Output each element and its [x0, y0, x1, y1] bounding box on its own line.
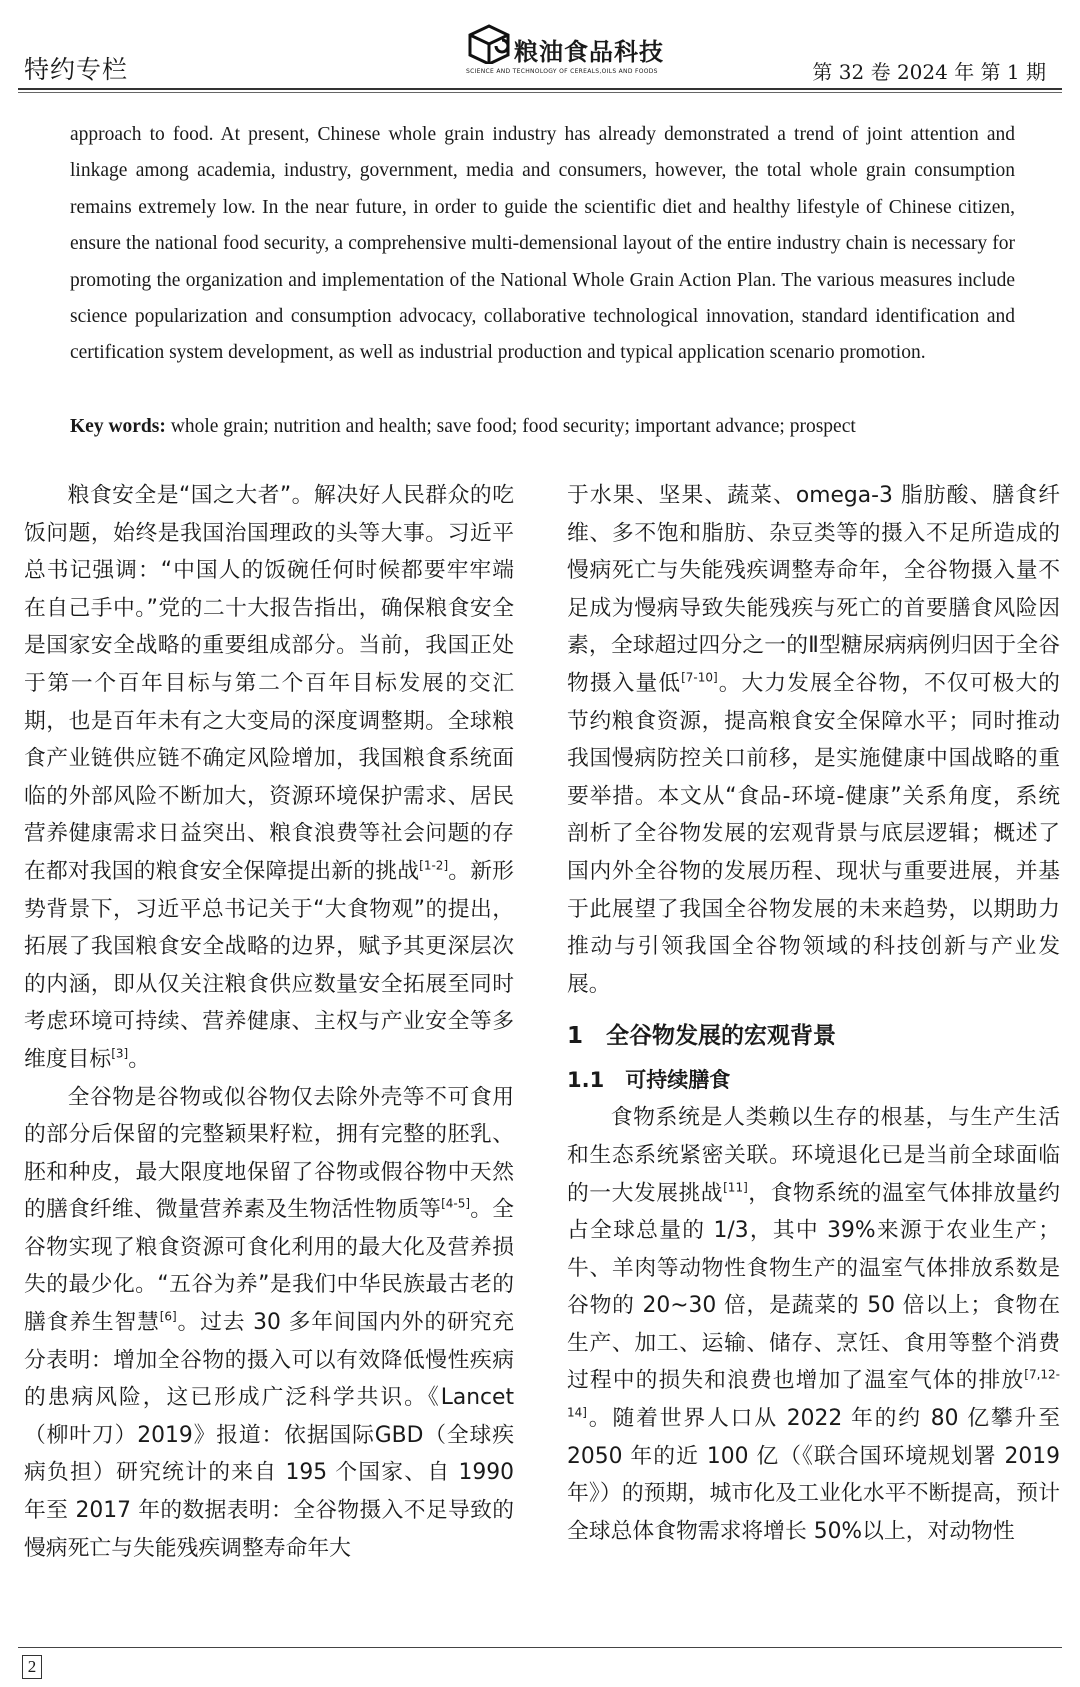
issue-info: 第 32 卷 2024 年 第 1 期: [812, 60, 1046, 84]
subsection-heading: 1.1 可持续膳食: [567, 1068, 731, 1093]
page-header: [0, 0, 1080, 96]
citation[interactable]: [6]: [159, 1309, 177, 1324]
paragraph: 食物系统是人类赖以生存的根基，与生产生活和生态系统紧密关联。环境退化已是当前全球面临的一大发展挑战[11]，食物系统的温室气体排放量约占全球总量的 1/3，其中 39%来源于农业生产；牛、羊肉等动物性食物生产的温室气体排放系数是谷物的 20~30 倍，是蔬菜的 50 倍以上；食物在生产、加工、运输、储存、烹饪、食用等整个消费过程中的损失和浪费也增加了温室气体的排放[7,12-14]。随着世界人口从 2022 年的约 80 亿攀升至 2050 年的近 100 亿（《联合国环境规划署 2019 年》）的预期，城市化及工业化水平不断提高，预计全球总体食物需求将增长 50%以上，对动物性: [567, 1105, 1060, 1544]
left-column: [24, 477, 514, 1567]
journal-title-en: SCIENCE AND TECHNOLOGY OF CEREALS,OILS AND FOODS: [466, 68, 658, 75]
keywords: [70, 409, 1030, 445]
section-label: 特约专栏: [24, 55, 129, 84]
abstract-text: approach to food. At present, Chinese whole grain industry has already demonstrated a trend of joint attention and linkage among academia, industry, government, media and consumers, however, the total whole grain consumption remains extremely low. In the near future, in order to guide the scientific diet and healthy lifestyle of Chinese citizen, ensure the national food security, a comprehensive multi-demensional layout of the entire industry chain is necessary for promoting the organization and implementation of the National Whole Grain Action Plan. The various measures include science popularization and consumption advocacy, collaborative technological innovation, standard identification and certification system development, as well as industrial production and typical application scenario promotion.: [70, 124, 1015, 364]
journal-cube-icon: [466, 24, 512, 64]
paragraph: 粮食安全是“国之大者”。解决好人民群众的吃饭问题，始终是我国治国理政的头等大事。习近平总书记强调：“中国人的饭碗任何时候都要牢牢端在自己手中。”党的二十大报告指出，确保粮食安全是国家安全战略的重要组成部分。当前，我国正处于第一个百年目标与第二个百年目标发展的交汇期，也是百年未有之大变局的深度调整期。全球粮食产业链供应链不确定风险增加，我国粮食系统面临的外部风险不断加大，资源环境保护需求、居民营养健康需求日益突出、粮食浪费等社会问题的存在都对我国的粮食安全保障提出新的挑战[1-2]。新形势背景下，习近平总书记关于“大食物观”的提出，拓展了我国粮食安全战略的边界，赋予其更深层次的内涵，即从仅关注粮食供应数量安全拓展至同时考虑环境可持续、营养健康、主权与产业安全等多维度目标[3]。: [24, 483, 514, 1072]
footer-divider: [18, 1647, 1062, 1648]
header-divider-thin: [18, 92, 1062, 93]
paragraph: 于水果、坚果、蔬菜、omega-3 脂肪酸、膳食纤维、多不饱和脂肪、杂豆类等的摄入不足所造成的慢病死亡与失能残疾调整寿命年，全谷物摄入量不足成为慢病导致失能残疾与死亡的首要膳食风险因素，全球超过四分之一的Ⅱ型糖尿病病例归因于全谷物摄入量低[7-10]。大力发展全谷物，不仅可极大的节约粮食资源，提高粮食安全保障水平；同时推动我国慢病防控关口前移，是实施健康中国战略的重要举措。本文从“食品-环境-健康”关系角度，系统剖析了全谷物发展的宏观背景与底层逻辑；概述了国内外全谷物的发展历程、现状与重要进展，并基于此展望了我国全谷物发展的未来趋势，以期助力推动与引领我国全谷物领域的科技创新与产业发展。: [567, 483, 1060, 997]
journal-title-cn: 粮油食品科技: [514, 38, 664, 66]
journal-logo: [466, 24, 676, 82]
header-divider: [18, 88, 1062, 90]
paragraph: 全谷物是谷物或似谷物仅去除外壳等不可食用的部分后保留的完整颖果籽粒，拥有完整的胚乳、胚和种皮，最大限度地保留了谷物或假谷物中天然的膳食纤维、微量营养素及生物活性物质等[4-5]。全谷物实现了粮食资源可食化利用的最大化及营养损失的最少化。“五谷为养”是我们中华民族最古老的膳食养生智慧[6]。过去 30 多年间国内外的研究充分表明：增加全谷物的摄入可以有效降低慢性疾病的患病风险，这已形成广泛科学共识。《Lancet（柳叶刀）2019》报道：依据国际GBD（全球疾病负担）研究统计的来自 195 个国家、自 1990 年至 2017 年的数据表明：全谷物摄入不足导致的慢病死亡与失能残疾调整寿命年大: [24, 1084, 514, 1561]
keywords-list: whole grain; nutrition and health; save food; food security; important advance; prospect: [170, 416, 856, 437]
page-number: 2: [22, 1655, 42, 1679]
citation[interactable]: [7,12-14]: [567, 1368, 1060, 1420]
citation[interactable]: [11]: [723, 1180, 748, 1195]
keywords-label: Key words:: [70, 416, 166, 437]
citation[interactable]: [1-2]: [419, 858, 449, 873]
right-column: [567, 477, 1060, 1550]
citation[interactable]: [7-10]: [681, 670, 718, 685]
citation[interactable]: [4-5]: [441, 1197, 471, 1212]
section-heading: 1 全谷物发展的宏观背景: [567, 1023, 837, 1050]
citation[interactable]: [3]: [111, 1046, 129, 1061]
